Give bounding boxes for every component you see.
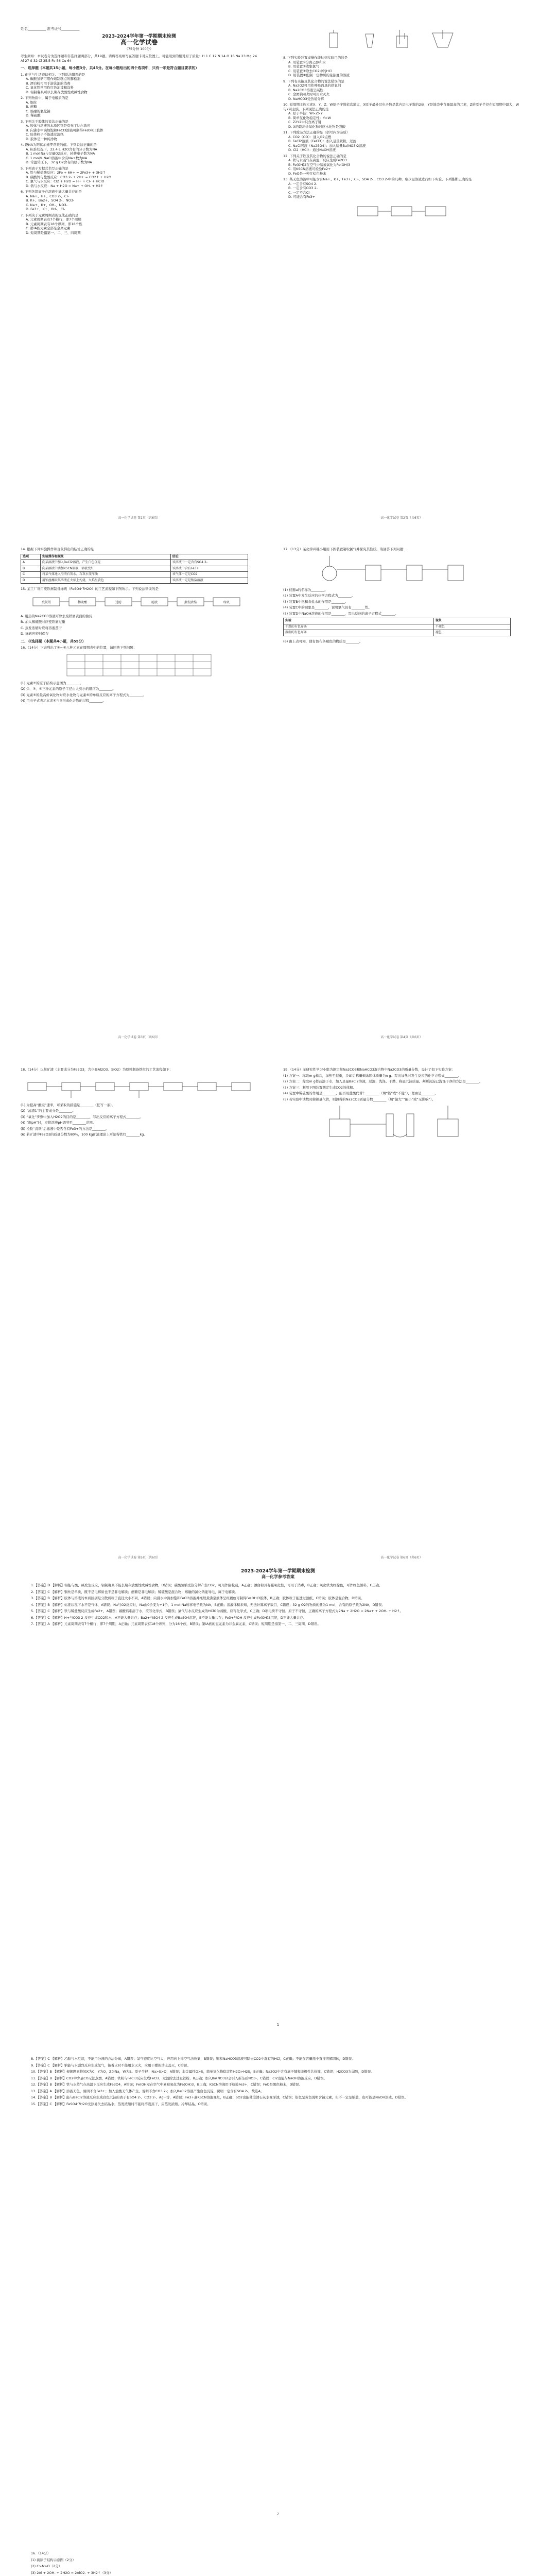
question-option: B. 向沸水中滴加饱和FeCl3溶液可制得Fe(OH)3胶体 <box>26 128 103 132</box>
exam-title: 2023-2024学年第一学期期末检测 <box>102 33 176 39</box>
question-option: C. 1 mol/L NaCl溶液中含有Na+数为NA <box>26 156 88 160</box>
question-part: (3) 方案三：利用下图装置测定生成CO2的体积。 <box>283 1085 357 1090</box>
apparatus-4 <box>432 30 453 47</box>
question-part: (4) 装置中稀硫酸的作用是________，能否用盐酸代替？________（填“能”或“不能”），理由是________。 <box>283 1091 438 1095</box>
page-footer: 高一化学试卷 第6页（共6页） <box>380 1555 423 1560</box>
question-option: A. 原子半径：W>Z>Y <box>288 111 323 115</box>
table-cell: 将某气体通入澄清石灰水，石灰水变浑浊 <box>40 572 170 578</box>
test-flow-diagram <box>355 201 448 222</box>
table-cell: 该溶液一定是钠盐溶液 <box>170 578 248 584</box>
table-header-cell: 实验 <box>284 618 434 624</box>
q18-parts <box>21 1103 257 1137</box>
question-stem: 6. 下列各组离子在溶液中能大量共存的是 <box>21 190 82 194</box>
answer-paragraph: 8.【答案】C 【解析】乙醇与水互溶，不能用分液的方法分离，A错误；氯气密度比空气大，应用向上排空气法收集，B错误；饱和NaHCO3溶液可除去CO2中混有的HCl，C正确；不能在容量瓶中直接溶解固体，D错误。 <box>31 2057 355 2061</box>
question-option: B. Na2CO3溶液呈碱性 <box>288 88 323 92</box>
question <box>21 213 257 235</box>
table-cell: 该气体一定是CO2 <box>170 572 248 578</box>
question-option: B. 碳酸钙与盐酸反应：CO3 2- + 2H+ = CO2↑ + H2O <box>26 175 112 179</box>
question-stem: 4. 设NA为阿伏加德罗常数的值。下列说法正确的是 <box>21 143 97 147</box>
flow-step-label: 废铁屑 <box>41 600 51 604</box>
question-part: (3) “氧化”步骤中加入H2O2的目的是________，写出反应的离子方程式________。 <box>21 1114 143 1119</box>
question-14: 14. 根据下列实验操作和现象得出的结论正确的是 <box>21 547 94 551</box>
question <box>21 73 257 95</box>
question-option: A. 用装置①分离乙醇和水 <box>288 60 326 64</box>
page-number: 2 <box>276 2512 280 2516</box>
page-footer: 高一化学试卷 第1页（共6页） <box>118 516 160 520</box>
candidate-header: 姓名__________ 准考证号__________ <box>21 27 80 31</box>
question-option: C. 一定不含Cl- <box>288 190 311 195</box>
question-option: D. 铝制餐具可以长期存放酸性或碱性食物 <box>26 90 88 94</box>
exam-sheet-1 <box>21 27 535 521</box>
question-option: C. 熔融的氯化钠 <box>26 109 50 113</box>
sheet1-right-column <box>283 27 520 521</box>
question-part: (5) 检验“沉铁”后滤液中是否含有Fe3+的方法是________。 <box>21 1126 109 1131</box>
question-option: D. 可能含有Fe3+ <box>288 195 316 199</box>
question <box>21 190 257 212</box>
exam-sheet-2 <box>21 546 535 1041</box>
answer-paragraph: (3) 2Al + 2OH- + 2H2O = 2AlO2- + 3H2↑（3分） <box>31 2570 113 2575</box>
question <box>283 130 520 152</box>
exam-sheet-3 <box>21 1066 535 1561</box>
gas-measurement-apparatus <box>319 1104 484 1140</box>
table-row <box>21 578 248 584</box>
question <box>283 154 520 176</box>
chlorine-apparatus-diagram <box>309 554 494 585</box>
part1-title: 一、选择题（本题共15小题，每小题3分，共45分。在每小题给出的四个选项中，只有一项是符合题目要求的） <box>21 66 199 70</box>
question-option: D. FeO是一种红棕色粉末 <box>288 171 326 176</box>
answer-sheet-2 <box>31 2056 525 2519</box>
question <box>21 96 257 118</box>
question-stem: 13. 某无色溶液中可能含有Na+、K+、Fe3+、Cl-、SO4 2-、CO3 2-中的几种，取少量溶液进行如下实验。下列推断正确的是 <box>283 177 472 181</box>
answer-paragraph: 2.【答案】C 【解析】铜丝是单质，既不是电解质也不是非电解质；蔗糖是非电解质；稀硫酸是混合物；熔融的氯化钠能导电，属于电解质。 <box>31 1589 238 1594</box>
question-17: 17.（13分）某化学兴趣小组用下图装置制取氯气并探究其性质。请回答下列问题： <box>283 547 407 551</box>
table-row <box>284 624 511 630</box>
table-cell: 用铂丝蘸取某溶液在火焰上灼烧，火焰呈黄色 <box>40 578 170 584</box>
table-cell: 不褪色 <box>433 624 510 630</box>
table-cell: A <box>21 560 41 566</box>
q14-table <box>21 554 248 584</box>
table-header-cell: 选项 <box>21 554 41 560</box>
part2-title: 二、非选择题（本题共4小题，共55分） <box>21 639 86 643</box>
answer-paragraph: 7.【答案】A 【解析】元素周期表有7个横行，即7个周期，A正确；元素周期表有18个纵列，分为16个族，B错误；第ⅠA族的氢元素为非金属元素，C错误；短周期是指第一、二、三周期，D错误。 <box>31 1622 321 1626</box>
question-option: C. 氯气与水反应：Cl2 + H2O = H+ + Cl- + HClO <box>26 179 105 183</box>
apparatus-3 <box>396 30 408 47</box>
question-part: (1) 仪器a的名称为________。 <box>283 587 328 592</box>
answer-paragraphs <box>31 1583 525 1626</box>
q16-parts <box>21 681 257 703</box>
table-cell: 向某溶液中加入BaCl2溶液，产生白色沉淀 <box>40 560 170 566</box>
table-cell: 湿润的有色布条 <box>284 630 434 636</box>
apparatus-2 <box>366 34 374 47</box>
question-part: (4) 装置C中的现象是________，说明氯气具有________性。 <box>283 605 372 609</box>
answer-sheet-1-body <box>31 1566 525 2030</box>
answer-paragraph: 9.【答案】C 【解析】钠能与水剧烈反应生成氢气，钠着火时不能用水灭火，应用干燥的沙土盖灭，C错误。 <box>31 2063 190 2067</box>
question-stem: 5. 下列离子方程式书写正确的是 <box>21 166 68 171</box>
answer-sheet-3-body <box>31 2550 525 2576</box>
answer-paragraph: (2) C>N>O（2分） <box>31 2564 62 2568</box>
question-option: B. Fe(OH)2在空气中易被氧化为Fe(OH)3 <box>288 162 351 167</box>
question-part: (2) ②、③、④三种元素的原子半径由大到小的顺序为________。 <box>21 687 116 691</box>
question <box>21 120 257 142</box>
q19-parts <box>283 1074 520 1102</box>
question-stem: 7. 下列关于元素周期表的说法正确的是 <box>21 213 79 217</box>
question-option: B. 用装置②收集氯气 <box>288 64 319 69</box>
question-option: B. 蔗糖 <box>26 105 37 109</box>
periodic-table-fragment <box>62 652 216 678</box>
flow-step-label: 稀硫酸 <box>77 600 88 604</box>
question-18: 18.（14分）以某矿渣（主要成分为Fe2O3，含少量Al2O3、SiO2）为原料制备铁红的工艺流程如下： <box>21 1067 173 1072</box>
answer-paragraph: 15.【答案】C 【解析】FeSO4·7H2O受热易失去结晶水，蒸发浓缩时不能将溶液蒸干，应蒸发浓缩、冷却结晶，C错误。 <box>31 2102 211 2106</box>
table-cell: C <box>21 572 41 578</box>
question-option: D. 稀硫酸 <box>26 113 41 117</box>
question-option: D. Fe3+、K+、OH-、Cl- <box>26 207 65 211</box>
table-row <box>21 572 248 578</box>
sheet1-right-questions <box>283 56 520 199</box>
question-part: (1) 方案一：称取m g样品，加热至恒重，冷却后称量剩余固体质量为n g。写出加热时发生反应的化学方程式________。 <box>283 1073 462 1078</box>
answer-paragraphs <box>31 2551 525 2576</box>
question-part: (5) 装置D中NaOH溶液的作用是________，写出反应的离子方程式________。 <box>283 611 398 616</box>
table-row <box>21 566 248 572</box>
question-option: C. NaCl溶液（Na2SO4）：加入适量Ba(NO3)2溶液 <box>288 143 366 148</box>
question-part: (1) 为提高“酸浸”速率，可采取的措施是________（任写一条）。 <box>21 1103 115 1107</box>
question-part: (4) “调pH”时，应将溶液pH调节至________范围。 <box>21 1121 96 1125</box>
flow-step-label: 绿矾 <box>223 600 230 604</box>
answer-paragraph: 3.【答案】B 【解析】胶体与溶液的本质区别是分散质粒子直径大小不同，A错误；向沸水中滴加饱和FeCl3溶液并继续煮沸至液体呈红褐色可制得Fe(OH)3胶体，B正确；胶体粒子能透过滤纸，C错误；胶体是混合物，D错误。 <box>31 1596 364 1600</box>
lab-apparatus-diagram <box>324 29 479 53</box>
question-part: (2) “滤渣1”的主要成分是________。 <box>21 1109 76 1113</box>
flow-step-label: 滤液 <box>151 600 158 604</box>
question-option: C. 胶体粒子不能透过滤纸 <box>26 132 64 137</box>
answer-paragraph: 16.（14分） <box>31 2551 51 2555</box>
exam-subtitle: 高一化学试卷 <box>120 39 158 46</box>
question-option: B. FeCl2溶液（FeCl3）：加入足量铁粉，过滤 <box>288 139 357 143</box>
answer-sheet-2-body <box>31 2056 525 2519</box>
question-option: C. Z2Y2中只含离子键 <box>288 120 322 124</box>
question-option: A. 铜丝 <box>26 100 37 105</box>
question-option: A. 碳酸氢钠可用作焙制糕点的膨松剂 <box>26 77 80 81</box>
q15-options <box>21 614 257 636</box>
sheet3-right-column <box>283 1066 520 1561</box>
q17-parts <box>283 588 520 616</box>
answer-subtitle: 高一化学参考答案 <box>262 1574 294 1579</box>
flow-step-label: 过滤 <box>115 600 122 604</box>
question-part: (6) 若矿渣中Fe2O3的质量分数为80%，100 kg矿渣理论上可制得铁红________kg。 <box>21 1132 147 1137</box>
sheet2-right-column <box>283 546 520 1041</box>
table-cell: 向某溶液中滴加KSCN溶液，溶液变红 <box>40 566 170 572</box>
table-header-cell: 现象 <box>433 618 510 624</box>
question-option: A. 标准状况下，22.4 L H2O含有的分子数为NA <box>26 147 97 151</box>
answer-sheet-3 <box>31 2550 525 2576</box>
question-part: (5) 若实验中读数时俯视量气管，则测得的Na2CO3质量分数________（填“偏大”“偏小”或“无影响”）。 <box>283 1097 436 1101</box>
question-option: D. Cl2（HCl）：通过NaOH溶液 <box>288 148 336 152</box>
question-stem: 10. 短周期主族元素X、Y、Z、W原子序数依次增大，X原子最外层电子数是其内层电子数的2倍，Y是地壳中含量最高的元素，Z的原子半径在短周期中最大，W与Y同主族。下列说法正确的是 <box>283 103 519 111</box>
question-option: D. 绿矾应密封保存 <box>21 632 49 636</box>
answer-paragraph: 10.【答案】B 【解析】根据题意推知X为C，Y为O，Z为Na，W为S。原子半径：Na>S>O，A错误；非金属性O>S，简单氢化物稳定性H2O>H2S，B正确；Na2O2中含有离子键和非极性共价键，C错误；H2CO3为弱酸，D错误。 <box>31 2070 374 2074</box>
page-footer: 高一化学试卷 第2页（共6页） <box>380 516 423 520</box>
question-stem: 1. 化学与生活密切相关。下列说法错误的是 <box>21 72 85 77</box>
question-option: A. Na2O2可用作呼吸面具的供氧剂 <box>288 83 341 88</box>
answer-paragraph: 5.【答案】C 【解析】铁与稀盐酸反应生成Fe2+，A错误；碳酸钙难溶于水，应写化学式，B错误；氯气与水反应生成的HClO为弱酸，应写化学式，C正确；D项电荷不守恒、原子不守恒，正确的离子方程式为2Na + 2H2O = 2Na+ + 2OH- + H2↑。 <box>31 1609 404 1613</box>
question-15: 15. 某工厂利用废铁屑制备绿矾（FeSO4·7H2O）的工艺流程如下图所示。下列说法错误的是 <box>21 587 159 591</box>
question-option: B. 一定含有CO3 2- <box>288 186 318 190</box>
page-number: 1 <box>276 2022 280 2027</box>
question-option: B. 元素周期表有18个纵列，即18个族 <box>26 222 82 226</box>
answer-paragraph: 13.【答案】A 【解析】溶液无色，说明不含Fe3+；加入盐酸无气体产生，说明不含CO3 2-；加入BaCl2溶液产生白色沉淀，说明一定含有SO4 2-，故选A。 <box>31 2089 264 2093</box>
question-part: (4) 用电子式表示元素④与⑤形成化合物的过程________。 <box>21 699 106 703</box>
question <box>283 103 520 129</box>
question-option: B. 1 mol Na与足量O2反应，转移电子数为NA <box>26 151 95 156</box>
page-footer: 高一化学试卷 第5页（共6页） <box>118 1555 160 1560</box>
answer-paragraph: 1.【答案】D 【解析】铝能与酸、碱发生反应，铝制餐具不能长期存放酸性或碱性食物，D错误；碳酸氢钠受热分解产生CO2，可用作膨松剂，A正确；漂白粉具有强氧化性，可用于消毒，B正确；氧化铁为红棕色，可作红色颜料，C正确。 <box>31 1583 383 1587</box>
flow-step-label: 蒸发浓缩 <box>184 600 197 604</box>
question-option: D. 用装置④配制一定物质的量浓度的溶液 <box>288 73 350 77</box>
question-option: D. X的最高价氧化物对应水化物是强酸 <box>288 124 346 129</box>
question-option: D. 常温常压下，32 g O2含有的原子数为NA <box>26 160 92 164</box>
question-option: C. 氧化铁常用作红色油漆和涂料 <box>26 86 74 90</box>
table-cell: 褪色 <box>433 630 510 636</box>
answer-paragraph: 14.【答案】B 【解析】能与BaCl2溶液反应生成白色沉淀的离子有SO4 2-、CO3 2-、Ag+等，A错误；Fe3+遇KSCN溶液变红，B正确；SO2也能使澄清石灰水变浑浊，C错误；焰色呈黄色说明含钠元素，但不一定是钠盐，也可能是NaOH溶液，D错误。 <box>31 2095 408 2099</box>
question-option: A. CO2（CO）：通入O2点燃 <box>288 134 332 139</box>
q17-tail: (6) 由上表可知，使有色布条褪色的物质是________。 <box>283 639 363 643</box>
question <box>21 143 257 165</box>
answer-paragraph: (1) 硫原子结构示意图（2分） <box>31 2557 76 2562</box>
exam-notice: 考生须知：本试卷分为选择题和非选择题两部分，共19题。请将答案填写在答题卡对应位置上。可能用到的相对原子质量：H 1 C 12 N 14 O 16 Na 23 Mg 24 Al 27 S 32 Cl 35.5 Fe 56 Cu 64 <box>21 54 257 63</box>
question-stem: 12. 下列关于铁及其化合物的说法正确的是 <box>283 154 346 158</box>
answer-paragraph: 6.【答案】C 【解析】H+与CO3 2-反应生成CO2和水，A不能大量共存；Ba2+与SO4 2-反应生成BaSO4沉淀，B不能大量共存；Fe3+与OH-反应生成Fe(OH)3沉淀，D不能大量共存。 <box>31 1615 307 1620</box>
sheet2-left-column <box>21 546 257 1041</box>
question-option: C. 金属钠着火时可用水灭火 <box>288 92 330 96</box>
question <box>21 166 257 189</box>
question <box>283 56 520 78</box>
q17-table <box>283 618 511 636</box>
answer-paragraph: 12.【答案】B 【解析】铁与水蒸气在高温下反应生成Fe3O4，A错误；Fe(OH)2在空气中易被氧化为Fe(OH)3，B正确；KSCN溶液用于检验Fe3+，C错误；FeO是黑色粉末，D错误。 <box>31 2082 303 2087</box>
green-vitriol-flow-diagram <box>31 594 247 611</box>
question <box>283 79 520 101</box>
question-option: B. K+、Ba2+、SO4 2-、NO3- <box>26 198 75 202</box>
question-option: A. 铁与水蒸气在高温下反应生成Fe2O3 <box>288 158 347 162</box>
answer-paragraphs <box>31 2057 525 2106</box>
question-stem: 9. 下列有关钠及其化合物的说法错误的是 <box>283 79 344 83</box>
question-option: D. 胶体是一种纯净物 <box>26 137 58 141</box>
question-part: (2) 装置A中发生反应的化学方程式为________。 <box>283 594 355 598</box>
question-option: C. 第ⅠA族元素全部是金属元素 <box>26 226 71 230</box>
table-cell: 干燥的有色布条 <box>284 624 434 630</box>
question-option: A. 一定含有SO4 2- <box>288 181 318 186</box>
page-footer: 高一化学试卷 第3页（共6页） <box>118 1035 160 1039</box>
table-cell: B <box>21 566 41 572</box>
question-option: A. Na+、H+、CO3 2-、Cl- <box>26 194 69 198</box>
table-header-cell: 结论 <box>170 554 248 560</box>
table-row <box>284 630 511 636</box>
question-part: (2) 方案二：称取m g样品溶于水，加入足量BaCl2溶液，过滤、洗涤、干燥、称量沉淀质量。判断沉淀已洗涤干净的方法是________。 <box>283 1079 483 1083</box>
question-option: C. 蒸发浓缩时应将溶液蒸干 <box>21 625 62 630</box>
question-stem: 8. 下列实验装置或操作能达到实验目的的是 <box>283 56 348 60</box>
table-row <box>21 560 248 566</box>
question-option: C. 用KSCN溶液可检验Fe2+ <box>288 167 331 171</box>
question-part: (3) 装置B中饱和食盐水的作用是________。 <box>283 599 349 604</box>
question-option: B. 简单氢化物稳定性：Y>W <box>288 115 331 120</box>
question-option: A. 铁与稀盐酸反应：2Fe + 6H+ = 2Fe3+ + 3H2↑ <box>26 171 106 175</box>
question-option: D. 钠与水反应：Na + H2O = Na+ + OH- + H2↑ <box>26 183 103 188</box>
table-header-cell: 实验操作和现象 <box>40 554 170 560</box>
sheet1-left-column <box>21 27 257 521</box>
question-part: (1) 元素⑦的原子结构示意图为________。 <box>21 681 83 685</box>
question-stem: 2. 下列物质中，属于电解质的是 <box>21 96 68 100</box>
iron-red-process-diagram <box>26 1074 252 1100</box>
question-stem: 11. 下列除杂方法正确的是（括号内为杂质） <box>283 130 350 134</box>
question-part: (3) 元素⑤的最高价氧化物对应水化物与元素⑥的单质反应的离子方程式为________。 <box>21 692 146 697</box>
table-cell: 该溶液中含有Fe3+ <box>170 566 248 572</box>
question-option: C. 用装置③除去CO2中的HCl <box>288 69 333 73</box>
question-option: B. 漂白粉可用于游泳池的消毒 <box>26 81 71 86</box>
sheet3-left-column <box>21 1066 257 1561</box>
answer-paragraph: 4.【答案】B 【解析】标准状况下水不是气体，A错误；Na与O2反应时，Na由0价变为+1价，1 mol Na转移电子数为NA，B正确；溶液体积未知，无法计算离子数目，C错误；32 g O2的物质的量为1 mol，含有的原子数为2NA，D错误。 <box>31 1602 385 1607</box>
page-footer: 高一化学试卷 第4页（共6页） <box>380 1035 423 1039</box>
exam-meta: （75分钟 100分） <box>125 46 153 51</box>
table-cell: D <box>21 578 41 584</box>
question <box>283 177 520 199</box>
table-cell: 该溶液中一定含有SO4 2- <box>170 560 248 566</box>
answer-paragraph: 11.【答案】B 【解析】CO2中少量CO无法点燃，A错误；铁粉与FeCl3反应生成FeCl2，过滤除去过量铁粉，B正确；加入Ba(NO3)2会引入新杂质NO3-，C错误；Cl2也能与NaOH溶液反应，D错误。 <box>31 2076 327 2080</box>
question-19: 19.（14分）某研究性学习小组为测定某Na2CO3和NaHCO3混合物中Na2CO3的质量分数，设计了如下实验方案： <box>283 1067 455 1072</box>
question-stem: 3. 下列关于胶体的说法正确的是 <box>21 119 68 124</box>
question-option: A. 用热的Na2CO3溶液可除去废铁屑表面的油污 <box>21 614 93 618</box>
sheet1-left-questions <box>21 73 257 235</box>
answer-sheet-1 <box>31 1566 525 2030</box>
apparatus-1 <box>329 30 338 47</box>
answer-title: 2023-2024学年第一学期期末检测 <box>241 1569 315 1574</box>
question-option: A. 元素周期表有7个横行，即7个周期 <box>26 217 81 222</box>
question-16: 16.（14分）下表列出了①～⑧八种元素在周期表中的位置，请回答下列问题： <box>21 646 137 650</box>
question-option: A. 胶体与溶液的本质区别是有无丁达尔效应 <box>26 124 91 128</box>
question-option: B. 加入稀硫酸时应使铁屑过量 <box>21 620 65 624</box>
question-option: D. 短周期是指第一、二、三、四周期 <box>26 230 81 235</box>
question-option: C. Na+、K+、OH-、NO3- <box>26 202 67 207</box>
question-option: D. NaHCO3受热易分解 <box>288 96 324 101</box>
